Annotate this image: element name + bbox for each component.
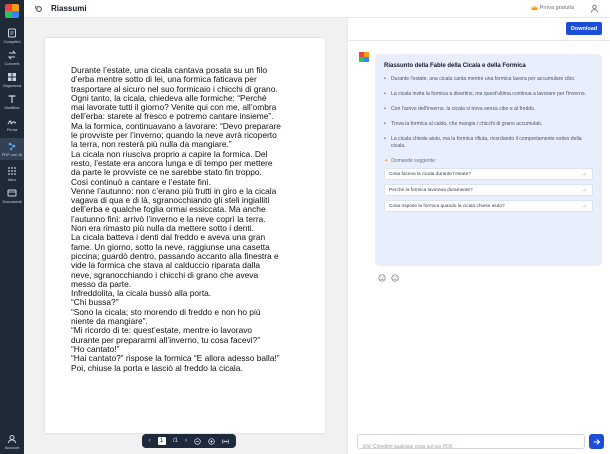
account-icon: [7, 434, 17, 444]
user-icon[interactable]: [590, 4, 599, 13]
zoom-in-icon[interactable]: [208, 438, 215, 445]
summary-bullet-text: La cicala invita la formica a divertirsi, ma quest'ultima continua a lavorare per l'inverno.: [391, 91, 587, 97]
sidebar-item-label: Organizza: [2, 83, 22, 88]
sidebar-item-organizza[interactable]: [0, 72, 24, 88]
feedback-buttons: [378, 274, 399, 282]
grid-icon: [7, 166, 17, 176]
page-title: Riassumi: [51, 4, 87, 13]
sparkle-icon: ✦: [384, 158, 389, 164]
top-bar: [24, 0, 610, 18]
document-text: Durante l’estate, una cicala cantava posata su un filo d’erba mentre sotto di lei, una formica faticava per trasportare al sicuro nel suo formicaio i chicchi di grano. Ogni tanto, la cicala, chiedeva alle formiche: “Perché mai lavorate tutti il giorno? Venite qui con me, all’ombra dell’erba: starete al fresco e potremo cantare insieme”. Ma la formica, continuavano a lavorare: “Devo preparare le provviste per l’inverno; quando la neve avrà ricoperto la terra, non resterà più nulla da mangiare.” La cicala non riusciva proprio a capire la formica. Del resto, l’estate era ancora lunga e di tempo per mettere da parte le provviste ce ne sarebbe stato fin troppo. Così continuò a cantare e l’estate finì. Venne l’autunno: non c’erano più frutti in giro e la cicala vagava di qua e di là, sgranocchiando gli steli ingialliti dell’erba e qualche foglia ormai essiccata. Ma anche l’autunno finì: arrivò l’inverno e la neve coprì la terra. Non era rimasto più nulla da mettere sotto i denti. La cicala batteva i denti dal freddo e aveva una gran fame. Un giorno, sotto la neve, raggiunse una casetta piccina; guardò dentro, passando accanto alla finestra e vide la formica che stava al calduccio riparata dalla neve, sgranocchiando i chicchi di grano che aveva messo da parte. Infreddolita, la cicala bussò alla porta. “Chi bussa?” “Sono la cicala; sto morendo di freddo e non ho più niente da mangiare”. “Mi ricordo di te: quest’estate, mentre io lavoravo durante per prepararmi all’inverno, tu cosa facevi?” “Ho cantato!” “Hai cantato?” rispose la formica “E allora adesso balla!” Poi, chiuse la porta e lasciò al freddo la cicala.: [71, 65, 281, 373]
sidebar-item-account[interactable]: [0, 434, 24, 450]
sidebar-item-label: Modifica: [4, 105, 20, 110]
convert-icon: [7, 50, 17, 60]
chat-input-wrapper: [357, 434, 585, 449]
next-page-button[interactable]: ›: [185, 438, 187, 444]
zoom-out-icon[interactable]: [194, 438, 201, 445]
summary-bullet-text: Trova la formica al caldo, che mangia i chicchi di grano accumulati.: [391, 121, 542, 127]
summary-bullet-text: Con l'arrivo dell'inverno, la cicala si trova senza cibo e al freddo.: [391, 106, 536, 112]
suggested-question-text: Cosa faceva la cicala durante l'estate?: [389, 171, 471, 177]
sidebar-item-documenti[interactable]: [0, 188, 24, 204]
sidebar-item-converti[interactable]: [0, 50, 24, 66]
suggested-question[interactable]: [384, 184, 593, 196]
organize-icon: [7, 72, 17, 82]
summary-bullet-text: Durante l'estate, una cicala canta mentre una formica lavora per accumulare cibo.: [391, 76, 576, 82]
send-button[interactable]: [589, 434, 604, 449]
fit-width-icon[interactable]: [222, 438, 229, 445]
page-navigation: [142, 434, 236, 448]
crown-icon: [531, 5, 538, 11]
sidebar-item-altro[interactable]: [0, 166, 24, 182]
sign-icon: [7, 116, 17, 126]
arrow-right-icon: →: [581, 187, 587, 193]
compitini-icon: [7, 28, 17, 38]
download-button[interactable]: Download: [566, 22, 602, 35]
ai-assistant-avatar: [359, 52, 369, 62]
sidebar-item-pdf-con-ia[interactable]: [0, 138, 24, 160]
suggested-question-text: Perché la formica lavorava duramente?: [389, 187, 473, 193]
back-arrow-icon[interactable]: [35, 5, 43, 13]
prev-page-button[interactable]: ‹: [148, 438, 151, 444]
suggested-question[interactable]: [384, 200, 593, 212]
page-total: /1: [172, 438, 178, 444]
sidebar-item-label: Account: [4, 445, 20, 450]
summary-bullet: • La cicala chiede aiuto, ma la formica rifiuta, ricordando il comportamento estivo della cicala.: [384, 136, 593, 150]
document-viewer[interactable]: [24, 18, 347, 454]
left-sidebar: [0, 0, 24, 454]
summary-bullet: • Durante l'estate, una cicala canta mentre una formica lavora per accumulare cibo.: [384, 76, 576, 82]
sidebar-item-firma[interactable]: [0, 116, 24, 132]
sidebar-item-label: Altro: [7, 177, 17, 182]
chat-input[interactable]: [358, 441, 584, 454]
summary-bullet: • La cicala invita la formica a divertirsi, ma quest'ultima continua a lavorare per l'inverno.: [384, 91, 587, 97]
summary-title: Riassunto della Fable della Cicala e della Formica: [384, 63, 526, 69]
ai-panel: [347, 18, 610, 454]
summary-card: [375, 54, 602, 266]
suggested-question[interactable]: [384, 168, 593, 180]
summary-bullet-text: La cicala chiede aiuto, ma la formica rifiuta, ricordando il comportamento estivo della cicala.: [391, 136, 582, 149]
text-edit-icon: [7, 94, 17, 104]
free-trial-label: Prova gratuita: [539, 5, 574, 11]
smile-icon[interactable]: [378, 274, 386, 282]
arrow-right-icon: →: [581, 171, 587, 177]
sidebar-item-label: PDF con IA: [1, 152, 23, 157]
summary-bullet: • Trova la formica al caldo, che mangia i chicchi di grano accumulati.: [384, 121, 542, 127]
sidebar-item-modifica[interactable]: [0, 94, 24, 110]
suggested-questions-label: Domande suggerite:: [391, 158, 437, 164]
suggested-questions-heading: [384, 158, 593, 164]
sidebar-item-label: Firma: [6, 127, 18, 132]
ai-icon: [7, 141, 17, 151]
sidebar-item-label: Converti: [4, 61, 20, 66]
sidebar-item-label: Compitini: [3, 39, 21, 44]
app-logo[interactable]: [5, 4, 19, 18]
suggested-question-text: Cosa rispose la formica quando la cicala chiese aiuto?: [389, 203, 505, 209]
arrow-right-icon: →: [581, 203, 587, 209]
sidebar-item-label: Documenti: [2, 199, 22, 204]
documents-icon: [7, 188, 17, 198]
page-number-input[interactable]: 1: [158, 437, 166, 445]
summary-bullets: [384, 76, 593, 150]
free-trial-link[interactable]: [531, 5, 574, 11]
frown-icon[interactable]: [391, 274, 399, 282]
sidebar-item-compitini[interactable]: [0, 28, 24, 44]
send-arrow-icon: [593, 438, 601, 446]
summary-bullet: • Con l'arrivo dell'inverno, la cicala si trova senza cibo e al freddo.: [384, 106, 536, 112]
pdf-page: [45, 38, 325, 433]
panel-divider: [348, 40, 610, 41]
